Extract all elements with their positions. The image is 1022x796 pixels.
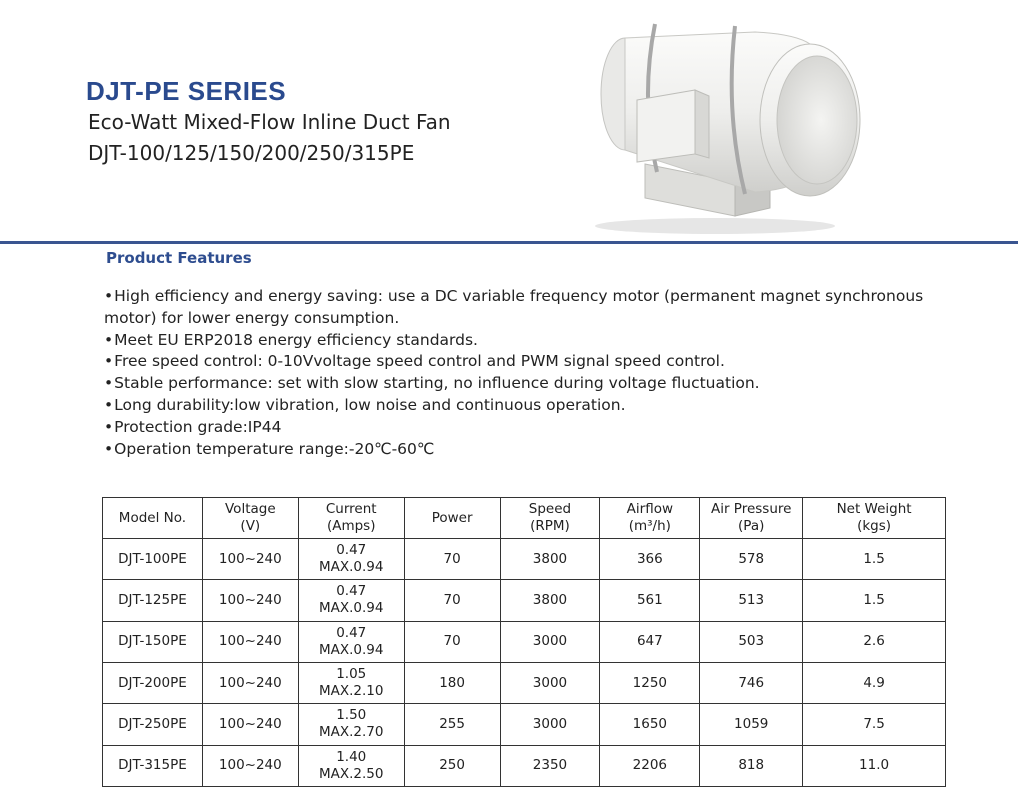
- weight-cell: 1.5: [803, 539, 946, 580]
- voltage-cell: 100~240: [202, 539, 298, 580]
- section-divider: [0, 241, 1018, 244]
- spec-table: [102, 497, 946, 787]
- speed-cell: 3800: [500, 539, 600, 580]
- current-cell: 1.40 MAX.2.50: [298, 745, 404, 786]
- power-cell: 70: [404, 580, 500, 621]
- pressure-cell: 578: [700, 539, 803, 580]
- speed-cell: 2350: [500, 745, 600, 786]
- col-header: Net Weight (kgs): [803, 498, 946, 539]
- duct-fan-image: [585, 4, 870, 236]
- current-cell: 0.47 MAX.0.94: [298, 539, 404, 580]
- current-cell: 0.47 MAX.0.94: [298, 580, 404, 621]
- voltage-cell: 100~240: [202, 745, 298, 786]
- features-heading: Product Features: [106, 249, 252, 267]
- pressure-cell: 513: [700, 580, 803, 621]
- power-cell: 250: [404, 745, 500, 786]
- weight-cell: 1.5: [803, 580, 946, 621]
- weight-cell: 2.6: [803, 621, 946, 662]
- airflow-cell: 561: [600, 580, 700, 621]
- feature-item: • Long durability:low vibration, low noise and continuous operation.: [104, 395, 924, 417]
- weight-cell: 7.5: [803, 704, 946, 745]
- model-cell: DJT-315PE: [103, 745, 203, 786]
- model-range: DJT-100/125/150/200/250/315PE: [88, 141, 415, 165]
- speed-cell: 3800: [500, 580, 600, 621]
- model-cell: DJT-200PE: [103, 662, 203, 703]
- col-header: Airflow (m³/h): [600, 498, 700, 539]
- pressure-cell: 1059: [700, 704, 803, 745]
- col-header: Current (Amps): [298, 498, 404, 539]
- col-header: Model No.: [103, 498, 203, 539]
- speed-cell: 3000: [500, 662, 600, 703]
- current-cell: 1.50 MAX.2.70: [298, 704, 404, 745]
- current-cell: 1.05 MAX.2.10: [298, 662, 404, 703]
- table-row: [103, 662, 946, 703]
- airflow-cell: 366: [600, 539, 700, 580]
- pressure-cell: 818: [700, 745, 803, 786]
- power-cell: 70: [404, 621, 500, 662]
- features-list: [104, 286, 924, 460]
- table-row: [103, 745, 946, 786]
- model-cell: DJT-150PE: [103, 621, 203, 662]
- product-subtitle: Eco-Watt Mixed-Flow Inline Duct Fan: [88, 110, 451, 134]
- feature-item: • High efficiency and energy saving: use a DC variable frequency motor (permanent magnet synchronous motor) for lower energy consumption.: [104, 286, 924, 330]
- model-cell: DJT-250PE: [103, 704, 203, 745]
- col-header: Air Pressure (Pa): [700, 498, 803, 539]
- airflow-cell: 647: [600, 621, 700, 662]
- feature-item: • Meet EU ERP2018 energy efficiency standards.: [104, 330, 924, 352]
- col-header: Voltage (V): [202, 498, 298, 539]
- table-header-row: [103, 498, 946, 539]
- voltage-cell: 100~240: [202, 621, 298, 662]
- col-header: Speed (RPM): [500, 498, 600, 539]
- model-cell: DJT-125PE: [103, 580, 203, 621]
- table-row: [103, 621, 946, 662]
- table-row: [103, 539, 946, 580]
- weight-cell: 4.9: [803, 662, 946, 703]
- pressure-cell: 746: [700, 662, 803, 703]
- airflow-cell: 1250: [600, 662, 700, 703]
- pressure-cell: 503: [700, 621, 803, 662]
- power-cell: 70: [404, 539, 500, 580]
- series-title: DJT-PE SERIES: [86, 76, 287, 106]
- col-header: Power: [404, 498, 500, 539]
- voltage-cell: 100~240: [202, 662, 298, 703]
- airflow-cell: 2206: [600, 745, 700, 786]
- feature-item: • Stable performance: set with slow starting, no influence during voltage fluctuation.: [104, 373, 924, 395]
- power-cell: 180: [404, 662, 500, 703]
- speed-cell: 3000: [500, 621, 600, 662]
- airflow-cell: 1650: [600, 704, 700, 745]
- speed-cell: 3000: [500, 704, 600, 745]
- power-cell: 255: [404, 704, 500, 745]
- current-cell: 0.47 MAX.0.94: [298, 621, 404, 662]
- feature-item: • Operation temperature range:-20℃-60℃: [104, 439, 924, 461]
- feature-item: • Protection grade:IP44: [104, 417, 924, 439]
- table-row: [103, 580, 946, 621]
- voltage-cell: 100~240: [202, 580, 298, 621]
- table-row: [103, 704, 946, 745]
- feature-item: • Free speed control: 0-10Vvoltage speed control and PWM signal speed control.: [104, 351, 924, 373]
- model-cell: DJT-100PE: [103, 539, 203, 580]
- voltage-cell: 100~240: [202, 704, 298, 745]
- weight-cell: 11.0: [803, 745, 946, 786]
